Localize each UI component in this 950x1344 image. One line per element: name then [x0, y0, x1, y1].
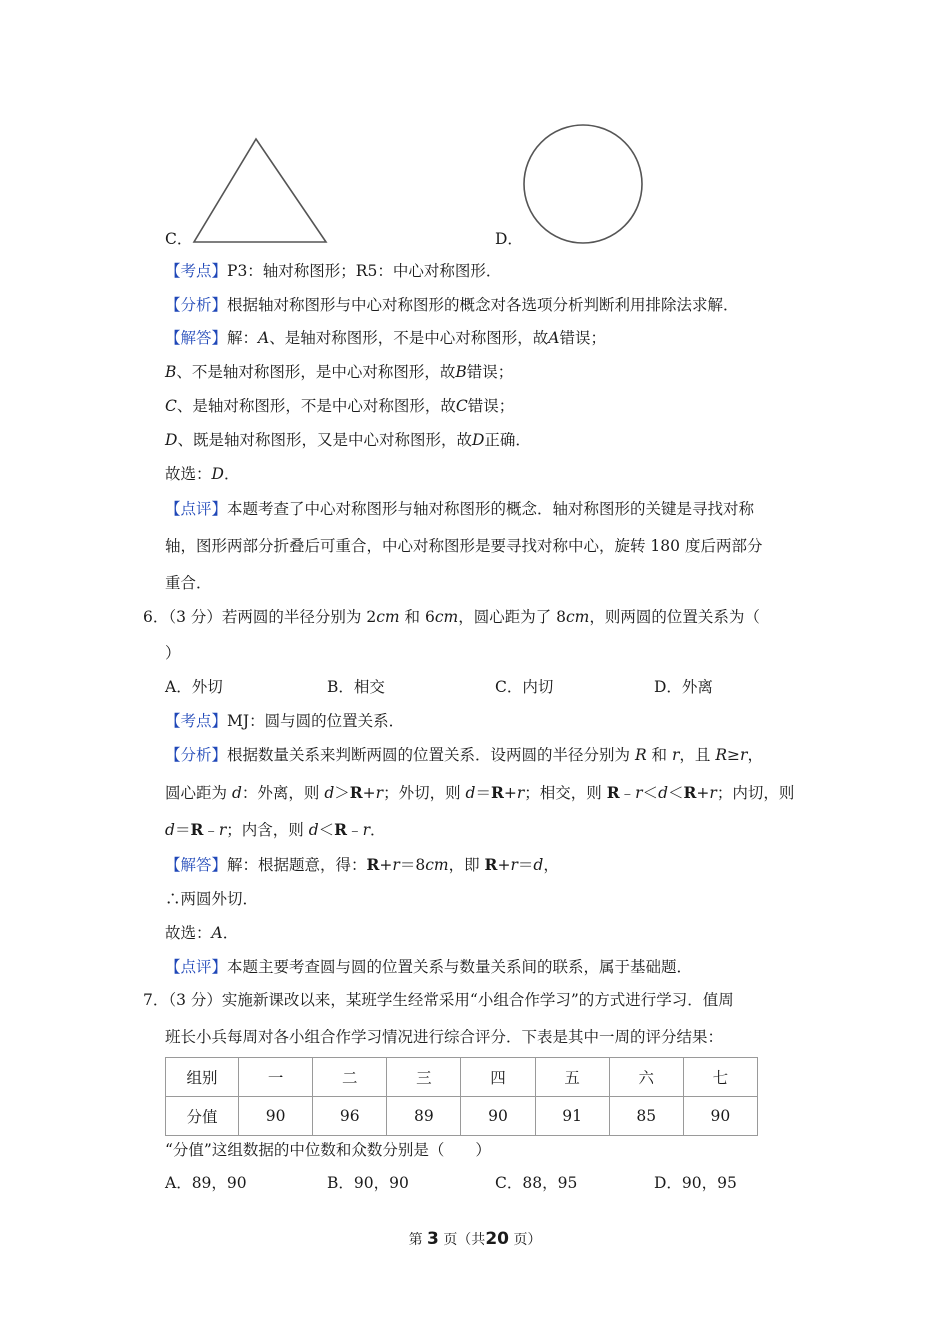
q5-line-d [165, 430, 531, 450]
math-var: r [362, 821, 370, 839]
jieda-tag: 【解答】 [165, 856, 228, 874]
fenxi-text: ﹣ [619, 784, 636, 802]
line-text: 、不是轴对称图形，是中心对称图形，故 [176, 363, 456, 381]
line-text: 错误； [467, 397, 515, 415]
table-cell: 三 [387, 1058, 461, 1097]
fenxi-text: ：外离，则 [241, 784, 325, 802]
q6-guxuan [165, 923, 238, 943]
fenxi-text: + [503, 784, 517, 802]
q6-option-b: B．相交 [327, 678, 385, 696]
jieda-text: 、是轴对称图形，不是中心对称图形，故 [269, 329, 549, 347]
math-var: d [308, 821, 319, 839]
table-cell: 89 [387, 1097, 461, 1136]
unit: cm [425, 856, 449, 874]
q6-therefore: ∴两圆外切． [165, 890, 259, 908]
jieda-text: + [497, 856, 511, 874]
q6-option-a: A．外切 [165, 678, 223, 696]
table-row [166, 1097, 758, 1136]
jieda-tag: 【解答】 [165, 329, 228, 347]
q7-question: “分值”这组数据的中位数和众数分别是（ ） [165, 1141, 491, 1159]
fenxi-text: 和 [646, 746, 672, 764]
math-var: D [165, 431, 178, 449]
guxuan-text: ． [223, 465, 240, 483]
math-var: R [190, 820, 204, 839]
math-var: r [516, 784, 525, 802]
fenxi-text: ；外切，则 [383, 784, 466, 802]
math-var: r [709, 784, 717, 802]
unit: cm [434, 608, 459, 626]
fenxi-text: ；相交，则 [524, 784, 607, 802]
fenxi-text: 圆心距为 [165, 784, 232, 802]
table-cell: 五 [535, 1058, 609, 1097]
fenxi-text: ；内切，则 [716, 784, 795, 802]
fenxi-text: + [362, 784, 376, 802]
q6-option-d: D．外离 [654, 678, 713, 696]
jieda-text: ＝8 [399, 856, 426, 874]
q6-kaodian [165, 711, 404, 731]
stem-text: 6．（3 分）若两圆的半径分别为 2 [143, 608, 377, 626]
q7-stem-l2: 班长小兵每周对各小组合作学习情况进行综合评分．下表是其中一周的评分结果： [165, 1028, 724, 1046]
q5-kaodian [165, 261, 501, 281]
math-var: r [740, 746, 748, 764]
footer-text: 页） [513, 1232, 542, 1248]
q5-dianping-l3: 重合． [165, 574, 212, 592]
line-text: 、既是轴对称图形，又是中心对称图形，故 [177, 431, 472, 449]
math-var: d [658, 784, 668, 802]
q7-option-c: C．88，95 [495, 1174, 578, 1192]
math-var: D [471, 431, 485, 449]
math-var: r [218, 821, 227, 839]
unit: cm [566, 608, 590, 626]
q5-line-b [165, 362, 513, 382]
table-cell: 组别 [166, 1058, 239, 1097]
dianping-tag: 【点评】 [165, 500, 228, 518]
answer-var: D [211, 465, 224, 483]
score-table [165, 1057, 758, 1136]
math-var: R [484, 855, 498, 874]
math-var: d [465, 784, 476, 802]
math-var: C [455, 397, 468, 415]
table-header-row [166, 1058, 758, 1097]
fenxi-text: ， [747, 746, 763, 764]
table-cell: 91 [535, 1097, 609, 1136]
math-var: d [231, 784, 242, 802]
circle-figure [520, 122, 648, 246]
math-var: d [324, 784, 335, 802]
fenxi-text: ＜ [318, 821, 335, 839]
fenxi-tag: 【分析】 [165, 296, 228, 314]
math-var: A [548, 329, 560, 347]
option-d-label: D． [495, 230, 523, 248]
table-cell: 90 [239, 1097, 313, 1136]
q6-stem [143, 607, 760, 627]
math-var: R [683, 783, 697, 802]
page-number: 3 [427, 1229, 439, 1249]
math-var: R [366, 855, 380, 874]
fenxi-text: ﹣ [347, 821, 363, 839]
table-cell: 分值 [166, 1097, 239, 1136]
q6-option-c: C．内切 [495, 678, 554, 696]
jieda-text: ，即 [448, 856, 485, 874]
line-text: 正确． [484, 431, 531, 449]
jieda-text: ， [543, 856, 559, 874]
footer-text: 第 [408, 1232, 423, 1248]
math-var: A [258, 329, 270, 347]
table-cell: 四 [461, 1058, 535, 1097]
fenxi-text: ；内含，则 [226, 821, 309, 839]
math-var: B [455, 363, 467, 381]
q5-jieda [165, 328, 606, 348]
q6-fenxi [165, 745, 763, 765]
stem-text: ，圆心距为了 8 [458, 608, 566, 626]
unit: cm [376, 608, 400, 626]
dianping-tag: 【点评】 [165, 958, 228, 976]
math-var: r [635, 784, 643, 802]
q7-option-d: D．90，95 [654, 1174, 737, 1192]
fenxi-text: ＜ [668, 784, 684, 802]
jieda-text: + [379, 856, 393, 874]
math-var: R [349, 783, 363, 802]
q5-fenxi [165, 295, 739, 315]
q7-option-b: B．90，90 [327, 1174, 409, 1192]
q5-dianping [165, 499, 754, 519]
jieda-text: 解：根据题意，得： [227, 856, 367, 874]
kaodian-tag: 【考点】 [165, 712, 228, 730]
q6-fenxi-l3 [165, 820, 386, 840]
option-c-label: C． [165, 230, 193, 248]
jieda-text: ＝ [517, 856, 534, 874]
dianping-text: 本题主要考查圆与圆的位置关系与数量关系间的联系，属于基础题． [227, 958, 693, 976]
fenxi-text: ，且 [679, 746, 716, 764]
math-var: R [715, 746, 728, 764]
math-var: R [634, 746, 647, 764]
fenxi-text: ≥ [727, 746, 741, 764]
q6-fenxi-l2 [165, 783, 794, 803]
table-cell: 二 [313, 1058, 387, 1097]
math-var: R [490, 783, 504, 802]
footer-text: 页（共 [443, 1232, 486, 1248]
fenxi-tag: 【分析】 [165, 746, 228, 764]
fenxi-text: ﹣ [203, 821, 219, 839]
jieda-text: 解： [227, 329, 259, 347]
triangle-figure [190, 135, 330, 247]
q5-line-c [165, 396, 514, 416]
q5-guxuan [165, 464, 239, 484]
total-pages: 20 [485, 1229, 509, 1249]
kaodian-tag: 【考点】 [165, 262, 228, 280]
q5-dianping-l2: 轴，图形两部分折叠后可重合，中心对称图形是要寻找对称中心，旋转 180 度后两部分 [165, 537, 763, 555]
stem-text: 和 6 [399, 608, 435, 626]
q6-stem-close: ） [165, 644, 181, 662]
table-cell: 90 [683, 1097, 757, 1136]
math-var: r [392, 856, 400, 874]
table-cell: 96 [313, 1097, 387, 1136]
fenxi-text: ＝ [174, 821, 191, 839]
kaodian-text: MJ：圆与圆的位置关系． [227, 712, 405, 730]
stem-text: ，则两圆的位置关系为（ [589, 608, 760, 626]
guxuan-text: 故选： [165, 465, 212, 483]
fenxi-text: + [696, 784, 710, 802]
table-cell: 85 [609, 1097, 683, 1136]
kaodian-text: P3：轴对称图形；R5：中心对称图形． [227, 262, 502, 280]
q6-jieda [165, 855, 559, 875]
fenxi-text: 根据数量关系来判断两圆的位置关系．设两圆的半径分别为 [227, 746, 635, 764]
math-var: r [375, 784, 384, 802]
table-cell: 六 [609, 1058, 683, 1097]
guxuan-text: ． [222, 924, 239, 942]
q7-stem-l1: 7．（3 分）实施新课改以来，某班学生经常采用“小组合作学习”的方式进行学习．值周 [143, 991, 734, 1009]
fenxi-text: ＜ [642, 784, 659, 802]
q7-option-a: A．89，90 [165, 1174, 247, 1192]
answer-var: A [211, 924, 223, 942]
table-cell: 一 [239, 1058, 313, 1097]
math-var: C [165, 397, 177, 415]
math-var: R [606, 783, 620, 802]
dianping-text: 本题考查了中心对称图形与轴对称图形的概念．轴对称图形的关键是寻找对称 [227, 500, 755, 518]
table-cell: 七 [683, 1058, 757, 1097]
math-var: d [533, 856, 544, 874]
line-text: 、是轴对称图形，不是中心对称图形，故 [176, 397, 456, 415]
math-var: r [671, 746, 680, 764]
fenxi-text: ． [370, 821, 386, 839]
guxuan-text: 故选： [165, 924, 212, 942]
math-var: r [510, 856, 518, 874]
q6-dianping [165, 957, 692, 977]
math-var: B [165, 363, 177, 381]
fenxi-text: ＞ [334, 784, 350, 802]
math-var: d [165, 821, 175, 839]
table-cell: 90 [461, 1097, 535, 1136]
math-var: R [334, 820, 348, 839]
jieda-text: 错误； [559, 329, 606, 347]
page-footer [0, 1229, 950, 1250]
fenxi-text: 根据轴对称图形与中心对称图形的概念对各选项分析判断利用排除法求解． [227, 296, 739, 314]
fenxi-text: ＝ [475, 784, 491, 802]
line-text: 错误； [466, 363, 514, 381]
